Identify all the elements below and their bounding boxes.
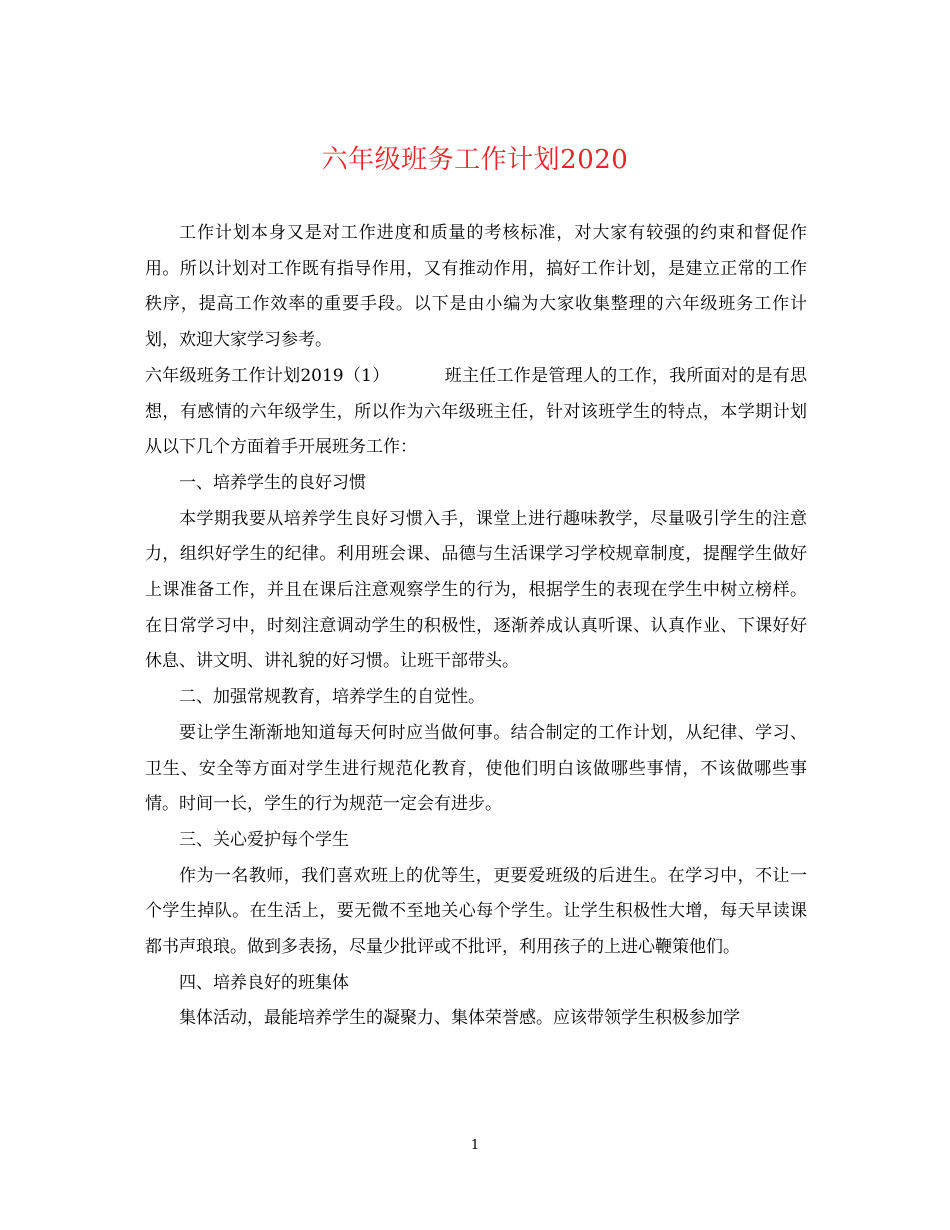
plan-heading: 六年级班务工作计划2019（1）	[145, 365, 390, 386]
document-body	[145, 216, 807, 1037]
section-3-body: 作为一名教师，我们喜欢班上的优等生，更要爱班级的后进生。在学习中，不让一个学生掉队。在生活上，要无微不至地关心每个学生。让学生积极性大增，每天早读课都书声琅琅。做到多表扬，尽量少批评或不批评，利用孩子的上进心鞭策他们。	[145, 865, 807, 958]
section-4-body: 集体活动，最能培养学生的凝聚力、集体荣誉感。应该带领学生积极参加学	[179, 1008, 740, 1029]
section-2-body: 要让学生渐渐地知道每天何时应当做何事。结合制定的工作计划，从纪律、学习、卫生、安全等方面对学生进行规范化教育，使他们明白该做哪些事情，不该做哪些事情。时间一长，学生的行为规范一定会有进步。	[145, 722, 807, 815]
plan-opening-text: 班主任工作是管理人的工作，我所面对的是有思想，有感情的六年级学生，所以作为六年级班主任，针对该班学生的特点，本学期计划从以下几个方面着手开展班务工作：	[145, 365, 807, 458]
section-1-heading: 一、培养学生的良好习惯	[179, 472, 366, 493]
page-number: 1	[470, 1138, 480, 1153]
section-3-heading: 三、关心爱护每个学生	[179, 829, 349, 850]
section-2-heading: 二、加强常规教育，培养学生的自觉性。	[179, 687, 485, 708]
document-title: 六年级班务工作计划2020	[321, 145, 629, 175]
plan-opening-paragraph	[145, 359, 807, 466]
section-1-body: 本学期我要从培养学生良好习惯入手，课堂上进行趣味教学，尽量吸引学生的注意力，组织好学生的纪律。利用班会课、品德与生活课学习学校规章制度，提醒学生做好上课准备工作，并且在课后注意观察学生的行为，根据学生的表现在学生中树立榜样。在日常学习中，时刻注意调动学生的积极性，逐渐养成认真听课、认真作业、下课好好休息、讲文明、讲礼貌的好习惯。让班干部带头。	[145, 508, 807, 672]
intro-paragraph: 工作计划本身又是对工作进度和质量的考核标准，对大家有较强的约束和督促作用。所以计划对工作既有指导作用，又有推动作用，搞好工作计划，是建立正常的工作秩序，提高工作效率的重要手段。以下是由小编为大家收集整理的六年级班务工作计划，欢迎大家学习参考。	[145, 223, 807, 351]
section-4-heading: 四、培养良好的班集体	[179, 972, 349, 993]
